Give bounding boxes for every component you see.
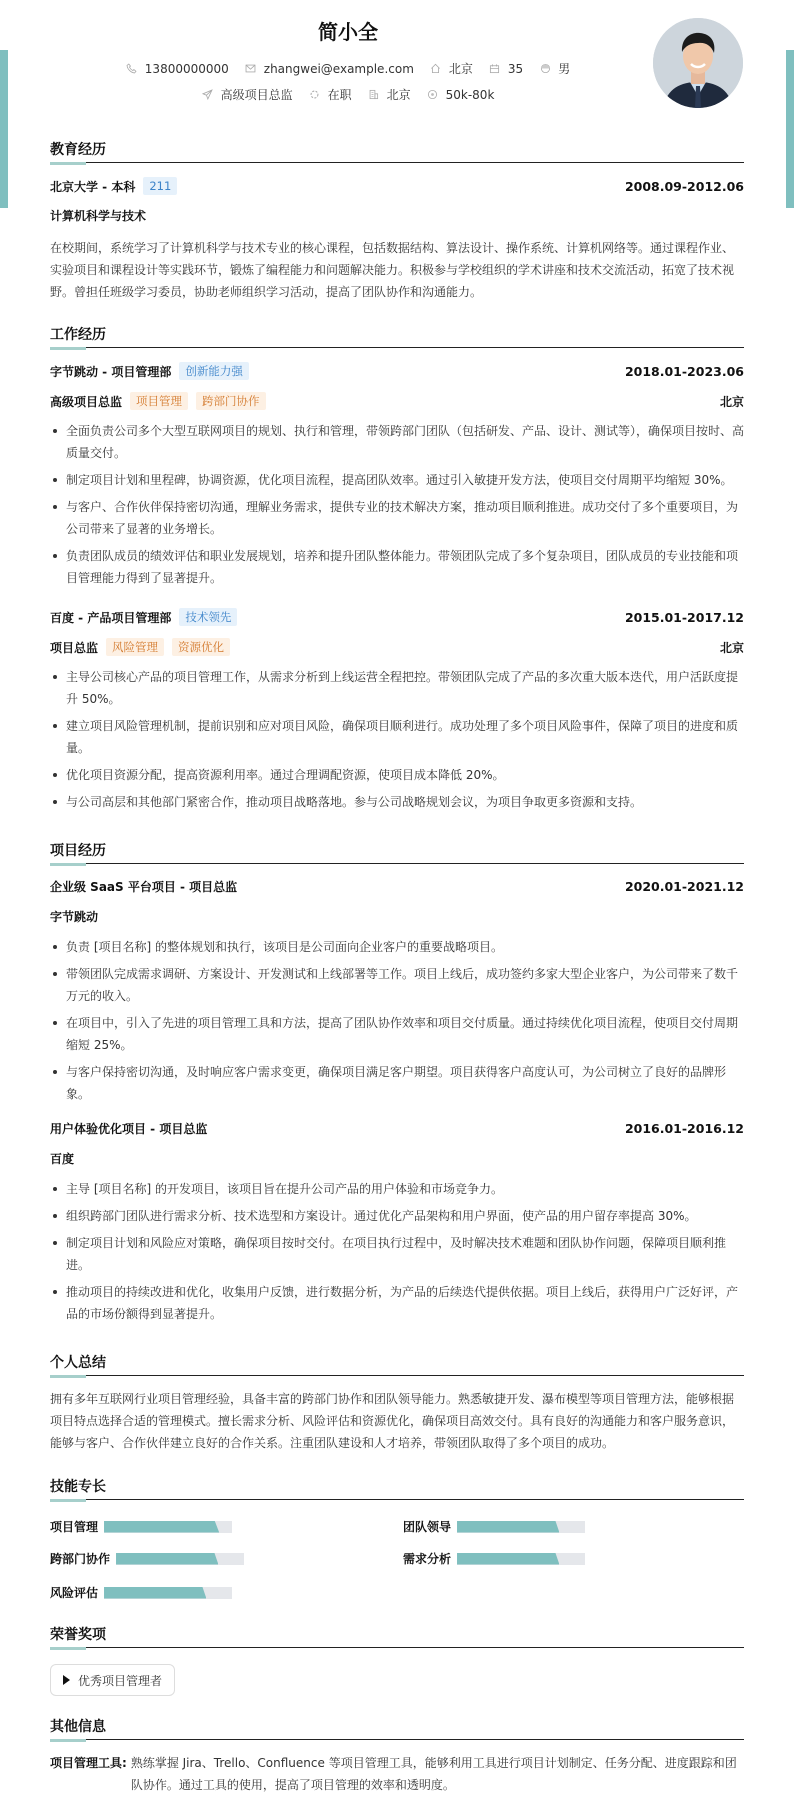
section-heading-summary: 个人总结 [50, 1350, 744, 1376]
target-position: 高级项目总监 [220, 88, 293, 102]
section-heading-other: 其他信息 [50, 1714, 744, 1740]
skill-item [50, 1550, 244, 1567]
section-heading-work: 工作经历 [50, 322, 744, 348]
contact-info-row [50, 60, 646, 77]
job-status: 在职 [327, 88, 352, 102]
work-location: 北京 [719, 394, 744, 409]
list-item: 主导 [项目名称] 的开发项目，该项目旨在提升公司产品的用户体验和市场竞争力。 [50, 1178, 744, 1200]
list-item: 负责团队成员的绩效评估和职业发展规划，培养和提升团队整体能力。带领团队完成了多个复杂项目，团队成员的专业技能和项目管理能力得到了显著提升。 [50, 545, 744, 589]
skill-name: 跨部门协作 [50, 1552, 111, 1566]
skill-name: 团队领导 [403, 1520, 452, 1534]
work-location: 北京 [719, 640, 744, 655]
skill-name: 项目管理 [50, 1520, 99, 1534]
list-item: 在项目中，引入了先进的项目管理工具和方法，提高了团队协作效率和项目交付质量。通过持续优化项目流程，使项目交付周期缩短 25%。 [50, 1012, 744, 1056]
education-description: 在校期间，系统学习了计算机科学与技术专业的核心课程，包括数据结构、算法设计、操作系统、计算机网络等。通过课程作业、实验项目和课程设计等实践环节，锻炼了编程能力和问题解决能力。积极参与学校组织的学术讲座和技术交流活动，拓宽了技术视野。曾担任班级学习委员，协助老师组织学习活动，提高了团队协作和沟通能力。 [50, 241, 735, 299]
section-heading-skills: 技能专长 [50, 1474, 744, 1500]
other-info-text: 熟练掌握 Jira、Trello、Confluence 等项目管理工具，能够利用工具进行项目计划制定、任务分配、进度跟踪和团队协作。通过工具的使用，提高了项目管理的效率和透明度。 [130, 1756, 737, 1792]
school-name: 北京大学 - 本科 [50, 179, 136, 194]
project-entry-header [50, 878, 744, 895]
list-item: 制定项目计划和里程碑，协调资源，优化项目流程，提高团队效率。通过引入敏捷开发方法，使项目交付周期平均缩短 30%。 [50, 469, 744, 491]
projects-section [50, 838, 744, 1321]
skill-level-fill [457, 1553, 559, 1565]
gender-value: 男 [558, 62, 571, 76]
decorative-side-bar-right [786, 50, 794, 208]
calendar-icon [489, 63, 501, 75]
phone-icon [126, 63, 138, 75]
status-icon [309, 89, 321, 101]
award-name: 优秀项目管理者 [78, 1673, 163, 1688]
candidate-name: 简小全 [318, 20, 378, 44]
list-item: 主导公司核心产品的项目管理工作，从需求分析到上线运营全程把控。带领团队完成了产品的多次重大版本迭代，用户活跃度提升 50%。 [50, 666, 744, 710]
residence-info [430, 60, 473, 77]
skill-level-bar [457, 1553, 585, 1565]
skill-name: 需求分析 [403, 1552, 452, 1566]
section-heading-projects: 项目经历 [50, 838, 744, 864]
project-entry-header [50, 1120, 744, 1137]
salary-icon [427, 89, 439, 101]
list-item: 建立项目风险管理机制，提前识别和应对项目风险，确保项目顺利进行。成功处理了多个项目风险事件，保障了项目的进度和质量。 [50, 715, 744, 759]
home-icon [430, 63, 442, 75]
other-info-section [50, 1714, 744, 1792]
work-entry-header [50, 608, 744, 626]
summary-text: 拥有多年互联网行业项目管理经验，具备丰富的跨部门协作和团队领导能力。熟悉敏捷开发、瀑布模型等项目管理方法，能够根据项目特点选择合适的管理模式。擅长需求分析、风险评估和资源优化，确保项目高效交付。具有良好的沟通能力和客户服务意识，能够与客户、合作伙伴建立良好的合作关系。注重团队建设和人才培养，带领团队取得了多个项目的成功。 [50, 1392, 735, 1450]
gender-info [539, 60, 570, 77]
skill-level-bar [104, 1521, 232, 1533]
project-details [50, 936, 744, 1110]
target-city-info [368, 86, 411, 103]
awards-section [50, 1622, 744, 1688]
project-name: 用户体验优化项目 - 项目总监 [50, 1122, 208, 1136]
work-responsibilities [50, 420, 744, 594]
section-heading-awards: 荣誉奖项 [50, 1622, 744, 1648]
list-item: 带领团队完成需求调研、方案设计、开发测试和上线部署等工作。项目上线后，成功签约多家大型企业客户，为公司带来了数千万元的收入。 [50, 963, 744, 1007]
email-info [245, 62, 414, 76]
mail-icon [245, 63, 257, 75]
gender-icon [539, 63, 551, 75]
salary-info [427, 88, 495, 102]
list-item: 制定项目计划和风险应对策略，确保项目按时交付。在项目执行过程中，及时解决技术难题和团队协作问题，保障项目顺利推进。 [50, 1232, 744, 1276]
skill-name: 风险评估 [50, 1586, 99, 1600]
skill-item [50, 1584, 232, 1601]
list-item: 全面负责公司多个大型互联网项目的规划、执行和管理，带领跨部门团队（包括研发、产品、设计、测试等），确保项目按时、高质量交付。 [50, 420, 744, 464]
skill-level-bar [104, 1587, 232, 1599]
award-item[interactable] [50, 1664, 175, 1696]
list-item: 负责 [项目名称] 的整体规划和执行，该项目是公司面向企业客户的重要战略项目。 [50, 936, 744, 958]
education-entry-header [50, 177, 744, 195]
company-name: 百度 - 产品项目管理部 [50, 610, 172, 625]
work-section [50, 322, 745, 809]
summary-section [50, 1350, 744, 1450]
skill-level-fill [104, 1521, 219, 1533]
project-company: 字节跳动 [50, 910, 99, 924]
building-icon [368, 89, 380, 101]
position-tag: 资源优化 [172, 638, 230, 656]
skill-item [50, 1518, 232, 1535]
skill-item [403, 1518, 585, 1535]
skill-item [403, 1550, 585, 1567]
project-company-row [50, 1150, 744, 1167]
target-position-info [202, 86, 293, 103]
resume-header [50, 0, 744, 120]
skill-level-bar [457, 1521, 585, 1533]
age-info [489, 62, 523, 76]
work-responsibilities [50, 666, 744, 818]
work-entry-header [50, 362, 744, 380]
skill-level-fill [104, 1587, 206, 1599]
project-date: 2016.01-2016.12 [624, 1121, 744, 1136]
target-city: 北京 [386, 88, 411, 102]
section-heading-education: 教育经历 [50, 137, 744, 163]
phone-number: 13800000000 [144, 61, 229, 76]
education-date: 2008.09-2012.06 [624, 178, 744, 194]
list-item: 与客户、合作伙伴保持密切沟通，理解业务需求，提供专业的技术解决方案，推动项目顺利推进。成功交付了多个重要项目，为公司带来了显著的业务增长。 [50, 496, 744, 540]
list-item: 与客户保持密切沟通，及时响应客户需求变更，确保项目满足客户期望。项目获得客户高度认可，为公司树立了良好的品牌形象。 [50, 1061, 744, 1105]
education-section [50, 137, 744, 299]
school-tag: 211 [143, 177, 177, 195]
major-name: 计算机科学与技术 [50, 209, 147, 223]
position-tag: 项目管理 [130, 392, 188, 410]
skill-level-bar [116, 1553, 244, 1565]
work-position-row [50, 638, 744, 656]
portrait-image [653, 18, 743, 108]
skills-section [50, 1474, 744, 1600]
position-tag: 跨部门协作 [196, 392, 266, 410]
project-company: 百度 [50, 1152, 75, 1166]
play-triangle-icon [63, 1675, 70, 1685]
project-date: 2020.01-2021.12 [624, 879, 744, 894]
other-info-row [50, 1752, 744, 1796]
project-details [50, 1178, 744, 1330]
project-company-row [50, 908, 744, 925]
position-tag: 风险管理 [106, 638, 164, 656]
list-item: 与公司高层和其他部门紧密合作，推动项目战略落地。参与公司战略规划会议，为项目争取更多资源和支持。 [50, 791, 744, 813]
skill-level-fill [457, 1521, 559, 1533]
skill-level-fill [116, 1553, 218, 1565]
expected-salary: 50k-80k [445, 87, 495, 102]
company-tag: 技术领先 [179, 608, 237, 626]
send-icon [202, 89, 214, 101]
work-date: 2018.01-2023.06 [624, 363, 744, 379]
position-title: 项目总监 [50, 640, 99, 655]
resume-page [50, 0, 745, 1792]
company-tag: 创新能力强 [179, 362, 249, 380]
phone-info [126, 62, 229, 76]
avatar-photo [653, 18, 743, 108]
position-title: 高级项目总监 [50, 394, 123, 409]
work-position-row [50, 392, 744, 410]
decorative-side-bar-left [0, 50, 8, 208]
work-date: 2015.01-2017.12 [624, 609, 744, 625]
list-item: 优化项目资源分配，提高资源利用率。通过合理调配资源，使项目成本降低 20%。 [50, 764, 744, 786]
job-status-info [309, 86, 352, 103]
company-name: 字节跳动 - 项目管理部 [50, 364, 172, 379]
age-value: 35 [507, 61, 524, 76]
list-item: 推动项目的持续改进和优化，收集用户反馈，进行数据分析，为产品的后续迭代提供依据。项目上线后，获得用户广泛好评，产品的市场份额得到显著提升。 [50, 1281, 744, 1325]
education-major-row [50, 207, 744, 224]
other-info-label: 项目管理工具: [50, 1756, 127, 1770]
email-address: zhangwei@example.com [263, 61, 414, 76]
residence-city: 北京 [448, 62, 473, 76]
job-info-row [50, 86, 646, 103]
list-item: 组织跨部门团队进行需求分析、技术选型和方案设计。通过优化产品架构和用户界面，使产品的用户留存率提高 30%。 [50, 1205, 744, 1227]
project-name: 企业级 SaaS 平台项目 - 项目总监 [50, 880, 238, 894]
